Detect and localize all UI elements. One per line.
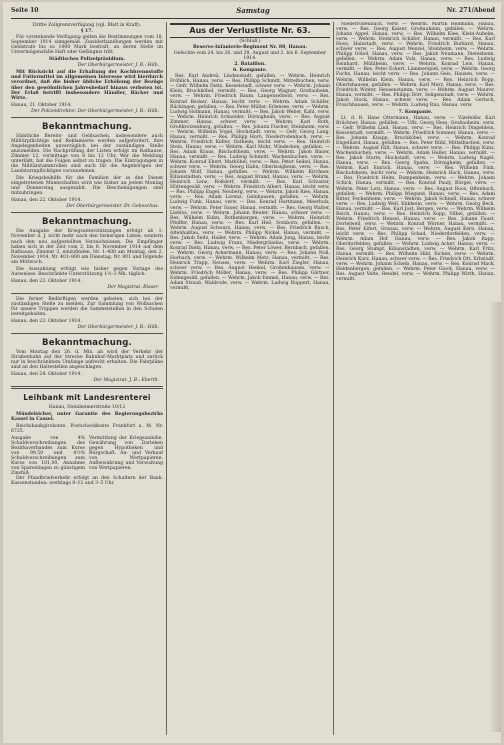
page-header — [11, 5, 495, 19]
page-day: Samstag — [236, 6, 270, 15]
notice-body-3: Die ferner Bedürftigen werden gebeten, sich bei der zuständigen Stelle zu melden. Zur Sammlung von Wollsachen für unsere Truppen werden die Sammelstellen in den Schulen bereitgehalten. — [11, 296, 163, 318]
top-text: Für vorstehende Verfügung gelten die Bestimmungen vom 18. September 1914 sinngemäß. Zuwiderhandlungen werden mit Geldstrafe bis zu 1000 Mark bestraft, an deren Stelle im Unvermögensfalle Haft oder Gefängnis tritt. — [11, 35, 163, 56]
leihbank-hours: Der Pfandbriefverkehr erfolgt an den Schaltern der Bank. Kassenstunden: werktags 8–12 und 3–5 Uhr. — [11, 476, 163, 487]
heading-bekanntmachung-1: Bekanntmachung. — [42, 121, 132, 132]
battalion-heading: 2. Bataillon. — [234, 62, 266, 68]
casualty-list-title: Aus der Verlustliste Nr. 63. — [170, 23, 330, 38]
heading-bekanntmachung-3: Bekanntmachung. — [42, 338, 132, 349]
company-heading-7: 7. Kompanie. — [398, 109, 433, 115]
page-number: Seite 10 — [11, 7, 39, 14]
notice-signature-3: Der Magistrat. Blaser. — [107, 284, 159, 290]
divider-double — [11, 386, 163, 389]
edition-number: Nr. 271/Abend — [446, 7, 495, 14]
leihbank-services-left: Ausgabe von 4% Schuldverschreibungen des Bezirksverbandes zum Kurse von 99,50 und 4½% Schuldverschreibungen zum Kurse von 101,00. Annahme von Spareinlagen zu günstigem Zinsfuß. — [11, 435, 85, 477]
notice-date-3: Hanau, den 23. Oktober 1914. — [11, 278, 82, 284]
notice-body-1b: Die Kriegsbeihilfe für die Familien der in den Dienst eingetretenen Mannschaften wird wie bisher an jedem Montag und Donnerstag ausgezahlt. Die Bescheinigungen sind mitzubringen. — [11, 176, 163, 197]
top-note: Dritte Zollgrenzverfügung (vgl. Blatt in Kraft). — [32, 23, 142, 28]
regiment-note: Gefechte vom 24. bis 26. und 28. August und 2. bis 6. September 1914. — [173, 51, 327, 62]
notice-date-5: Hanau, den 24. Oktober 1914. — [11, 372, 82, 378]
company-heading-6: 6. Kompanie. — [232, 68, 267, 74]
notice-body-1: Sämtliche Bereits- und Geldsachen, insbesondere auch Militärpflichtige und Reklamierte werden aufgefordert, ihre Angelegenheiten unverzüglich bei der zuständigen Stelle anzumelden. Die Nachprüfung der Listen erfolgt im Rathause, Zimmer 12, vormittags von 8 bis 12 Uhr. Wer die Meldung unterläßt, hat die Folgen selbst zu tragen. Die Eintragungen in die Militärstammrollen sind auch für die Angehörigen der Landsturmpflichtigen vorzunehmen. — [11, 133, 163, 175]
casualty-entries-6: Res. Karl Andreä, Lindenstadt, gefallen. — Wehrm. Heinrich Fröhlich, Hanau, verw. — Res. Philipp Schmitt, Mittelbuchen, verw. — Gefr. Wilhelm Dietz, Kesselstadt, schwer verw. — Wehrm. Johann Klein, Bruchköbel, vermißt. — Res. Georg Wagner, Großauheim, verw. — Wehrm. Friedrich Baum, Langenselbold, verw. — Res. Konrad Becker, Hanau, leicht verw. — Wehrm. Adam Schäfer, Rückingen, gefallen. — Res. Peter Müller, Erlensee, verw. — Wehrm. Ludwig Hofmann, Hanau, vermißt. — Res. Jakob Weber, Kahl, verw. — Wehrm. Heinrich Schneider, Dörnigheim, verw. — Res. August Zimmer, Hanau, schwer verw. — Wehrm. Karl Roth, Großkrotzenburg, gefallen. — Res. Johann Fischer, Steinheim, verw. — Wehrm. Wilhelm Vogel, Hochstadt, verw. — Gefr. Georg Lang, Hanau, vermißt. — Res. Philipp Horn, Niederrodenbach, verw. — Wehrm. Friedrich Keller, Ostheim, leicht verw. — Res. Heinrich Stein, Hanau, verw. — Wehrm. Karl Mohr, Windecken, gefallen. — Res. Adam Kraus, Bischofsheim, verw. — Wehrm. Jakob Bauer, Hanau, vermißt. — Res. Ludwig Schmidt, Wachenbuchen, verw. — Wehrm. Konrad Ebert, Marköbel, verw. — Res. Peter Seibel, Hanau, schwer verw. — Wehrm. Georg Hahn, Oberissigheim, verw. — Res. Johann Wolf, Hanau, gefallen. — Wehrm. Wilhelm Kirchner, Kilianstädten, verw. — Res. August Brand, Hanau, verw. — Wehrm. Heinrich Lenz, Roßdorf, vermißt. — Res. Karl Schuster, Hüttengesäß, verw. — Wehrm. Friedrich Albert, Hanau, leicht verw. — Res. Philipp Engel, Neuberg, verw. — Wehrm. Jakob Ries, Hanau, verw. — Res. Adam Lorenz, Gelnhausen, gefallen. — Wehrm. Ludwig Funk, Hanau, verw. — Res. Konrad Hartmann, Meerholz, verw. — Wehrm. Peter Sauer, Hanau, vermißt. — Res. Georg Walter, Lieblos, verw. — Wehrm. Johann Reuter, Hanau, schwer verw. — Res. Wilhelm Kuhn, Rothenbergen, verw. — Wehrm. Heinrich Pfeiffer, Hanau, verw. — Res. Karl Heil, Somborn, gefallen. — Wehrm. August Schwarz, Hanau, verw. — Res. Friedrich Busch, Altenhaßlau, verw. — Wehrm. Philipp Nickel, Hanau, vermißt. — Res. Jakob Seitz, Hailer, verw. — Wehrm. Adam Jung, Hanau, leicht verw. — Res. Ludwig Franz, Niedergründau, verw. — Wehrm. Konrad Diehl, Hanau, verw. — Res. Peter Löwer, Bernbach, gefallen. — Wehrm. Georg Ackermann, Hanau, verw. — Res. Johann Noll, Horbach, verw. — Wehrm. Wilhelm Metz, Hanau, vermißt. — Res. Heinrich Trapp, Neuses, verw. — Wehrm. Karl Ziegler, Hanau, schwer verw. — Res. August Henkel, Großenhausen, verw. — Wehrm. Friedrich Möller, Hanau, verw. — Res. Philipp Gärtner, Eidengesäß, gefallen. — Wehrm. Jakob Emmel, Hanau, verw. — Res. Adam Straub, Waldrode, verw. — Wehrm. Ludwig Ruppert, Hanau, vermißt. — [170, 74, 330, 292]
casualty-list-note: (Schluß.) — [239, 39, 261, 44]
notice-signature-5: Der Magistrat. J. B.: Eberth. — [93, 378, 159, 384]
top-signature-2: Der Oberbürgermeister. J. B.: Hilb. — [77, 63, 159, 69]
leihbank-address: Hanau, Steinheimerstraße 10/12 — [48, 405, 126, 411]
column-notices — [11, 22, 163, 737]
leihbank-services-right: Vermittlung der Kriegsanleihe. Gewährung von Darlehen gegen Hypotheken und Bürgschaft. An- und Verkauf von Wertpapieren. Aufbewahrung und Verwaltung von Wertpapieren. — [89, 435, 163, 471]
leihbank-accounts: Reichsbankgirokonto. Postscheckkonto Frankfurt a. M. Nr. 6725. — [11, 423, 163, 434]
divider — [11, 333, 163, 334]
divider — [11, 293, 163, 294]
notice-text: Mit Rücksicht auf die Erhaltung der Kochhrennstoffe und Futtermittel im allgemeinen Interesse wird hierdurch verordnet, daß die bisher übliche Erhöhung der Bezüge über den gewöhnlichen Jahresbedarf hinaus verboten ist. Der Erlaß betrifft insbesondere Händler, Bäcker und Wirte. — [11, 70, 163, 101]
notice-date-1: Hanau, 21. Oktober 1914. — [11, 102, 72, 108]
notice-date-2: Hanau, den 22. Oktober 1914. — [11, 198, 82, 204]
divider — [11, 117, 163, 118]
column-casualty-list — [170, 22, 330, 737]
column-rule — [166, 22, 167, 735]
regiment-name: Reserve-Infanterie-Regiment Nr. 88, Hanau. — [192, 45, 308, 51]
notice-signature-4: Der Oberbürgermeister. J. B.: Hilb. — [77, 325, 159, 331]
heading-leihbank: Leihbank mit Landesrenterei — [23, 393, 151, 403]
notice-signature-1: Der Polizeidirektor. Der Oberbürgermeister. J. B.: Hilb. — [31, 108, 159, 114]
column-casualty-list-continued — [336, 22, 495, 737]
leihbank-services — [11, 436, 163, 476]
top-section: § 17. — [81, 29, 93, 35]
heading-bekanntmachung-2: Bekanntmachung. — [42, 217, 132, 228]
notice-signature-2: Der Oberbürgermeister. Dr. Gebeschus. — [66, 204, 159, 210]
notice-body-2b: Die Auszahlung erfolgt wie bisher gegen Vorlage des Ausweises. Beschränkte Unterstützung 1½–3 Mk. täglich. — [11, 266, 163, 277]
casualty-entries-continued: Niederrodenbach, verw. — Wehrm. Martin Heilmann, Hanau, verw. — Res. Georg Kaiser, Großauheim, gefallen. — Wehrm. Johann Appel, Hanau, verw. — Res. Wilhelm Klee, Klein-Auheim, verw. — Wehrm. Heinrich Schäfer, Hanau, vermißt. — Res. Karl Hoos, Hainstadt, verw. — Wehrm. Friedrich Burkard, Hanau, schwer verw. — Res. August Wenzel, Steinheim, verw. — Wehrm. Philipp Göbel, Hanau, verw. — Res. Jakob Neumann, Dietesheim, gefallen. — Wehrm. Adam Volz, Hanau, verw. — Res. Ludwig Reinhard, Mühlheim, verw. — Wehrm. Konrad Leis, Hanau, vermißt. — Res. Peter Eckert, Lämmerspiel, verw. — Wehrm. Georg Fuchs, Hanau, leicht verw. — Res. Johann Geis, Hausen, verw. — Wehrm. Wilhelm Klein, Hanau, verw. — Res. Heinrich Bopp, Obertshausen, gefallen. — Wehrm. Karl Merz, Hanau, verw. — Res. Friedrich Winter, Heusenstamm, verw. — Wehrm. August Maurer, Hanau, vermißt. — Res. Philipp Dörr, Seligenstadt, verw. — Wehrm. Jakob Stock, Hanau, schwer verw. — Res. Adam Gerlach, Froschhausen, verw. — Wehrm. Ludwig Rau, Hanau, verw. — [336, 22, 495, 108]
column-rule — [333, 22, 334, 735]
leihbank-guarantee: Mündelsicher, unter Garantie des Regierungsbezirks Kassel in Cassel. — [11, 411, 163, 422]
newspaper-page — [3, 2, 501, 743]
notice-body-4: Vom Montag den 26. d. Mts. ab wird der Verkehr der Straßenbahn auf der Strecke Bahnhof–Marktplatz und zurück nur in beschränktem Umfange aufrecht erhalten. Die Fahrpläne sind an den Haltestellen angeschlagen. — [11, 350, 163, 371]
notice-body-2: Die Ausgabe der Kriegsunterstützungen erfolgt ab 1. November d. J. nicht mehr nach den bisherigen Listen, sondern nach den neu aufgestellten Verzeichnissen. Die Empfänger haben sich in der Zeit vom 2. bis 6. November 1914 auf dem Rathause, Zimmer 3, einzufinden. Nr. 1–400 am Montag, den 2. November 1914, Nr. 401–800 am Dienstag, Nr. 801 und folgende am Mittwoch. — [11, 229, 163, 265]
top-signature: Städtisches Polizeipräsidium. — [48, 57, 126, 63]
notice-date-4: Hanau, den 23. Oktober 1914. — [11, 319, 82, 325]
divider — [11, 212, 163, 213]
casualty-entries-7: Lt. d. R. Hans Ottermann, Hanau, verw. — Vizefeldw. Karl Brückner, Hanau, gefallen. — Uffz. Georg Hess, Großauheim, verw. — Gefr. Wilhelm Lind, Hanau, verw. — Res. Heinrich Dingeldein, Kesselstadt, vermißt. — Wehrm. Friedrich Sommer, Hanau, verw. — Res. Johann Knapp, Bruchköbel, verw. — Wehrm. Konrad Engelhard, Hanau, gefallen. — Res. Peter Rühl, Mittelbuchen, verw. — Wehrm. August Hilt, Hanau, schwer verw. — Res. Philipp Kunz, Wachenbuchen, verw. — Wehrm. Adam Heller, Hanau, vermißt. — Res. Jakob Sturm, Hochstadt, verw. — Wehrm. Ludwig Nagel, Hanau, verw. — Res. Georg Spahn, Dörnigheim, gefallen. — Wehrm. Karl Emrich, Hanau, verw. — Res. Wilhelm Fink, Bischofsheim, leicht verw. — Wehrm. Heinrich Hack, Hanau, verw. — Res. Friedrich Heim, Rumpenheim, verw. — Wehrm. Johann Schick, Hanau, vermißt. — Res. Konrad Pauly, Bürgel, verw. — Wehrm. Peter Lotz, Hanau, verw. — Res. August Roos, Offenbach, gefallen. — Wehrm. Philipp Wiegand, Hanau, verw. — Res. Adam Ritter, Fechenheim, verw. — Wehrm. Jakob Schnell, Hanau, schwer verw. — Res. Ludwig Weil, Enkheim, verw. — Wehrm. Georg Beck, Hanau, vermißt. — Res. Karl Jost, Bergen, verw. — Wehrm. Wilhelm Reich, Hanau, verw. — Res. Heinrich Kopp, Vilbel, gefallen. — Wehrm. Friedrich Hensel, Hanau, verw. — Res. Johann Faust, Dortelweil, verw. — Wehrm. Konrad Wörner, Hanau, vermißt. — Res. Peter Eifert, Gronau, verw. — Wehrm. August Kern, Hanau, leicht verw. — Res. Philipp Schad, Niederdorfelden, verw. — Wehrm. Adam Hof, Hanau, verw. — Res. Jakob Rapp, Oberdorfelden, gefallen. — Wehrm. Ludwig Acker, Hanau, verw. — Res. Georg Stumpf, Kilianstädten, verw. — Wehrm. Karl Fritz, Hanau, vermißt. — Res. Wilhelm Hild, Eichen, verw. — Wehrm. Heinrich Kurz, Hanau, schwer verw. — Res. Friedrich Ott, Erbstadt, verw. — Wehrm. Johann Scheib, Hanau, verw. — Res. Konrad Mack, Heldenbergen, gefallen. — Wehrm. Peter Glock, Hanau, verw. — Res. August Velte, Rendel, verw. — Wehrm. Philipp Wirth, Hanau, vermißt. — [336, 115, 495, 283]
